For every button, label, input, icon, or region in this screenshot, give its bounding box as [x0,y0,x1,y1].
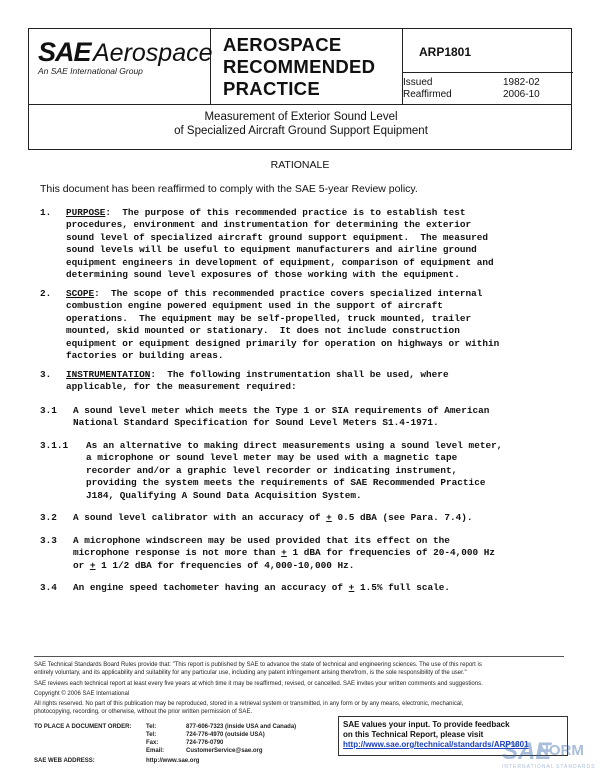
issued-label: Issued [403,77,433,88]
section-3-1-1-line-4: providing the system meets the requirements of SAE Recommended Practice [86,477,486,489]
section-3-3-number: 3.3 [40,535,57,546]
section-3-2-line [73,512,472,524]
section-3-1-1-line-5: J184, Qualifying A Sound Data Acquisition System. [86,489,362,501]
plus-minus-sign: + [89,559,96,571]
doc-type-line-2: RECOMMENDED [223,56,376,77]
document-title [28,104,572,150]
plus-minus-sign: + [326,512,332,523]
section-3-1-line-2: National Standard Specification for Sound Level Meters S1.4-1971. [73,417,439,429]
section-3-line-2: applicable, for the measurement required: [66,381,297,393]
tel2-label: Tel: [146,732,157,738]
section-3-1-1-line-2: a microphone or sound level meter may be used with a magnetic tape [86,452,458,464]
tel2-value: 724-776-4970 (outside USA) [186,732,265,738]
section-1-title: PURPOSE [66,207,106,218]
watermark-norm: NORM [538,742,584,759]
section-1-first-line [66,207,465,219]
section-3-2-text-a: A sound level calibrator with an accuracy of [73,512,327,523]
section-3-3-line-3-b: 1 1/2 dBA for frequencies of 4,000-10,000 Hz. [95,559,355,571]
section-2-line-2: combustion engine powered equipment used in the support of aircraft [66,300,443,312]
watermark-international: INTERNATIONAL [502,764,555,770]
section-3-4-number: 3.4 [40,582,57,593]
watermark-standards: STANDARDS [556,764,596,770]
plus-minus-sign: + [281,547,287,559]
fax-value: 724-776-0790 [186,740,224,746]
section-2-line-3: operations. The equipment may be self-propelled, truck mounted, trailer [66,312,472,324]
email-link[interactable]: CustomerService@sae.org [186,748,263,754]
document-header [28,28,572,104]
plus-minus-sign: + [348,582,355,593]
logo-aerospace-text: Aerospace [93,39,213,67]
fax-label: Fax: [146,740,159,746]
section-1-line-4: sound levels will be useful to equipment manufacturers and airline ground [66,244,477,256]
section-3-3-line-2 [73,547,495,559]
section-3-3-line-2-a: microphone response is not more than [73,547,282,559]
doc-number-cell [403,29,573,73]
section-3-4-text-b: 1.5% full scale. [354,582,450,593]
title-line-1: Measurement of Exterior Sound Level [204,111,398,123]
section-3-4-text-a: An engine speed tachometer having an accuracy of [73,582,349,593]
doc-type-line-3: PRACTICE [223,78,320,99]
section-1-line-6: determining sound level exposures of those working with the equipment. [66,269,460,280]
section-2-title: SCOPE [66,288,95,299]
web-address-link[interactable]: http://www.sae.org [146,758,200,764]
feedback-line-2: on this Technical Report, please visit [343,730,484,739]
footer-divider [34,656,564,657]
reaffirmed-label: Reaffirmed [403,89,452,100]
tel-value: 877-606-7323 (inside USA and Canada) [186,724,297,730]
section-3-1-line-1: A sound level meter which meets the Type 1 or SIA requirements of American [73,405,490,416]
section-3-3-line-2-b: 1 dBA for frequencies of 20-4,000 Hz [286,547,495,559]
doc-number: ARP1801 [419,45,472,59]
logo-sae-text: SAE [38,37,91,67]
reaffirmed-date: 2006-10 [503,89,540,100]
doc-type-line-1: AEROSPACE [223,34,342,55]
section-3-first-line [66,369,449,381]
footer-rights-line-2: photocopying, recording, or otherwise, without the prior written permission of SAE. [34,709,253,715]
footer-review-policy: SAE reviews each technical report at least every five years at which time it may be reaffirmed, revised, or cancelled. SAE invites your written comments and suggestions. [34,681,483,687]
section-3-1-number: 3.1 [40,405,57,416]
section-3-4-line [73,582,450,594]
document-type [211,29,403,105]
order-label: TO PLACE A DOCUMENT ORDER: [34,724,132,730]
issued-date: 1982-02 [503,77,540,88]
section-3-number: 3. [40,369,52,380]
section-3-1-1-line-1: As an alternative to making direct measurements using a sound level meter, [86,440,503,451]
section-3-line-1: : The following instrumentation shall be used, where [150,369,449,380]
footer-rights-line-1: All rights reserved. No part of this publication may be reproduced, stored in a retrieval system or transmitted, in any form or by any means, electronic, mechanical, [34,701,464,707]
section-3-title: INSTRUMENTATION [66,369,151,380]
section-3-3-line-3 [73,560,354,572]
feedback-link[interactable]: http://www.sae.org/technical/standards/ARP1801 [343,740,529,749]
tel-label: Tel: [146,724,157,730]
section-2-line-1: : The scope of this recommended practice covers specialized internal [94,288,483,299]
footer-rules-line-2: entirely voluntary, and its applicability and suitability for any particular use, including any patent infringement arising therefrom, is the sole responsibility of the user." [34,670,467,676]
section-3-3-line-1: A microphone windscreen may be used provided that its effect on the [73,535,450,546]
section-2-first-line [66,288,482,300]
logo-subtitle: An SAE International Group [38,66,143,76]
sae-norm-watermark [488,738,598,772]
web-address-label: SAE WEB ADDRESS: [34,758,95,764]
title-line-2: of Specialized Aircraft Ground Support Equipment [174,125,428,137]
watermark-sae: SAE [502,738,552,765]
section-3-3-line-3-a: or [73,559,90,571]
feedback-line-1: SAE values your input. To provide feedback [343,720,510,729]
footer-rules-line-1: SAE Technical Standards Board Rules provide that: "This report is published by SAE to advance the state of technical and engineering sciences. The use of this report is [34,662,482,668]
rationale-text: This document has been reaffirmed to comply with the SAE 5-year Review policy. [40,183,418,195]
section-1-line-1: : The purpose of this recommended practice is to establish test [105,207,466,218]
section-3-1-1-number: 3.1.1 [40,440,69,451]
sae-logo [29,29,211,105]
email-label: Email: [146,748,165,754]
section-2-line-6: factories or building areas. [66,350,224,361]
section-1-line-5: equipment engineers in development of equipment, comparison of equipment and [66,256,494,268]
section-2-line-5: equipment or equipment designed primarily for operation on highways or within [66,337,500,349]
section-1-line-3: sound level of specialized aircraft ground support equipment. The measured [66,231,488,243]
section-2-number: 2. [40,288,52,299]
rationale-heading: RATIONALE [270,159,330,171]
section-3-2-text-b: 0.5 dBA (see Para. 7.4). [331,512,473,523]
section-3-1-1-line-3: recorder and/or a graphic level recorder or indicating instrument, [86,464,458,476]
section-1-line-2: procedures, environment and instrumentation for determining the exterior [66,219,472,231]
section-1-number: 1. [40,207,52,218]
section-3-2-number: 3.2 [40,512,57,523]
section-2-line-4: mounted, skid mounted or stationary. It does not include construction [66,325,460,337]
footer-copyright: Copyright © 2006 SAE International [34,691,130,697]
